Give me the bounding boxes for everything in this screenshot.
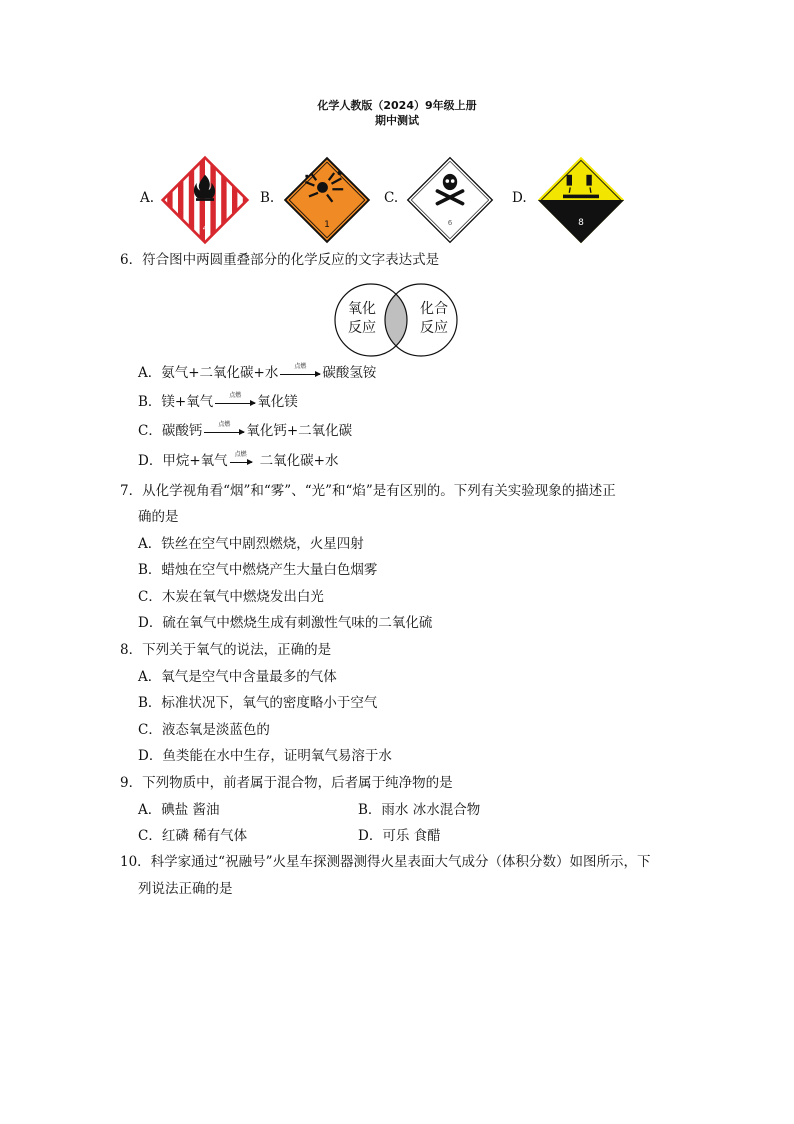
toxic-skull-icon [405,155,495,245]
q8-stem: 8．下列关于氧气的说法，正确的是 [120,642,332,658]
doc-title: 化学人教版（2024）9年级上册 [317,99,477,112]
sign-b-number: 1 [324,220,330,230]
q6-stem: 6．符合图中两圆重叠部分的化学反应的文字表达式是 [120,252,440,268]
venn-right-label: 化合 反应 [420,301,448,336]
option-c-label: C. [384,190,399,206]
option-a-label: A. [140,190,155,206]
q10-stem: 10．科学家通过“祝融号”火星车探测器测得火星表面大气成分（体积分数）如图所示，下 [120,854,651,870]
flammable-solid-icon [160,155,250,245]
q9-stem: 9．下列物质中，前者属于混合物，后者属于纯净物的是 [120,775,453,791]
q8-option-d: D．鱼类能在水中生存，证明氧气易溶于水 [138,748,392,764]
q6-option-a: A．氨气+二氧化碳+水 点燃 碳酸氢铵 [138,363,377,381]
q7-option-a: A．铁丝在空气中剧烈燃烧，火星四射 [138,536,364,552]
explosive-icon [282,155,372,245]
q6-option-d: D．甲烷+氧气 点燃 二氧化碳+水 [138,451,339,469]
q9-option-a: A．碘盐 酱油 [138,802,220,818]
venn-left-label: 氧化 反应 [348,301,376,336]
q7-option-d: D．硫在氧气中燃烧生成有刺激性气味的二氧化硫 [138,615,433,631]
q10-stem-cont: 列说法正确的是 [138,881,233,897]
q8-option-a: A．氧气是空气中含量最多的气体 [138,669,337,685]
q6-option-c: C．碳酸钙 点燃 氧化钙+二氧化碳 [138,421,353,439]
q7-option-b: B．蜡烛在空气中燃烧产生大量白色烟雾 [138,562,378,578]
q8-option-c: C．液态氧是淡蓝色的 [138,722,270,738]
doc-subtitle: 期中测试 [375,114,419,127]
q6-option-b: B．镁+氧气 点燃 氧化镁 [138,392,298,410]
q7-option-c: C．木炭在氧气中燃烧发出白光 [138,589,324,605]
corrosive-icon [536,155,626,245]
q9-option-d: D．可乐 食醋 [358,828,441,844]
sign-a-number: 4 [202,223,208,233]
option-d-label: D. [512,190,527,206]
q8-option-b: B．标准状况下，氧气的密度略小于空气 [138,695,378,711]
option-b-label: B. [260,190,275,206]
sign-c-number: 6 [447,218,453,228]
q9-option-b: B．雨水 冰水混合物 [358,802,481,818]
q9-option-c: C．红磷 稀有气体 [138,828,248,844]
q7-stem: 7．从化学视角看“烟”和“雾”、“光”和“焰”是有区别的。下列有关实验现象的描述正 [120,483,616,499]
sign-d-number: 8 [578,218,584,229]
q7-stem-cont: 确的是 [138,509,179,525]
